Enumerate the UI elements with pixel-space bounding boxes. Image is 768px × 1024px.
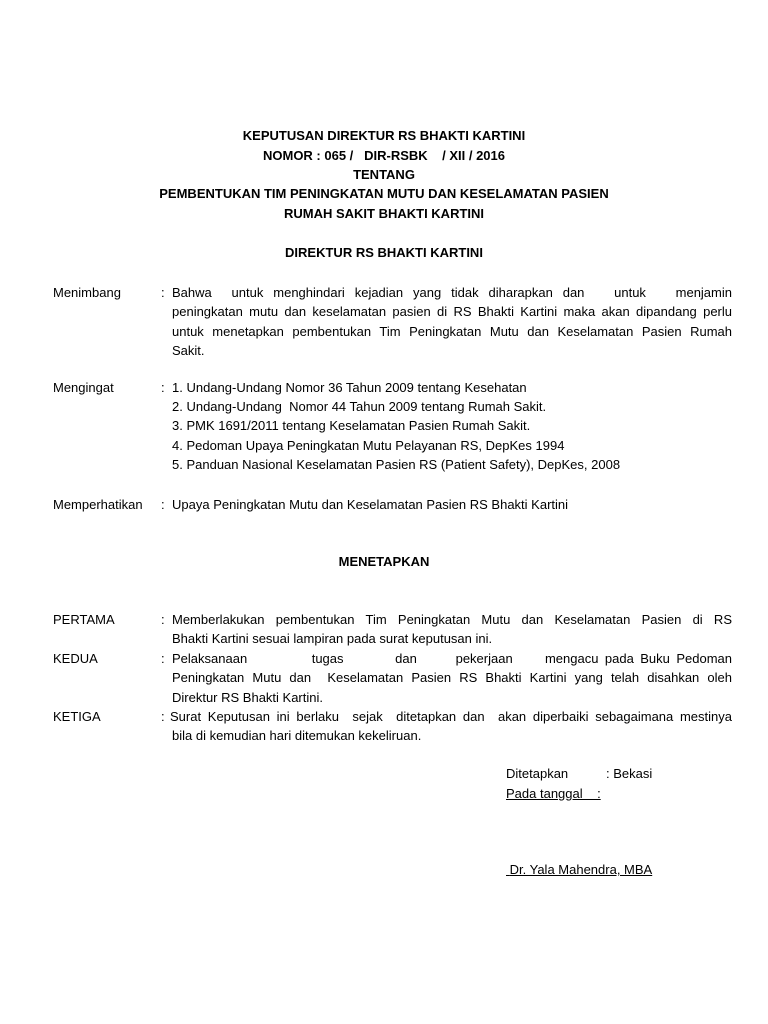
ketiga-line: bila di kemudian hari ditemukan kekeliruan. — [172, 728, 422, 743]
pertama-label: PERTAMA — [53, 612, 115, 627]
pertama-line: Bhakti Kartini sesuai lampiran pada surat keputusan ini. — [172, 631, 493, 646]
menimbang-colon: : — [161, 285, 165, 300]
about-label: TENTANG — [353, 167, 415, 182]
mengingat-item: 2. Undang-Undang Nomor 44 Tahun 2009 tentang Rumah Sakit. — [172, 399, 547, 414]
date-label: Pada tanggal : — [506, 786, 601, 801]
pertama-line: Memberlakukan pembentukan Tim Peningkatan Mutu dan Keselamatan Pasien di RS — [172, 612, 732, 627]
mengingat-item: 3. PMK 1691/2011 tentang Keselamatan Pasien Rumah Sakit. — [172, 418, 531, 433]
menimbang-line: Sakit. — [172, 343, 205, 358]
signer-name: Dr. Yala Mahendra, MBA — [509, 862, 653, 877]
memperhatikan-text: Upaya Peningkatan Mutu dan Keselamatan Pasien RS Bhakti Kartini — [172, 497, 569, 512]
mengingat-item: 4. Pedoman Upaya Peningkatan Mutu Pelayanan RS, DepKes 1994 — [172, 438, 565, 453]
kedua-line: Direktur RS Bhakti Kartini. — [172, 690, 323, 705]
subject-line-1: PEMBENTUKAN TIM PENINGKATAN MUTU DAN KESELAMATAN PASIEN — [159, 186, 609, 201]
ketiga-line: Surat Keputusan ini berlaku sejak ditetapkan dan akan diperbaiki sebagaimana mestinya — [170, 709, 732, 724]
decree-number: NOMOR : 065 / DIR-RSBK / XII / 2016 — [262, 148, 505, 163]
kedua-label: KEDUA — [53, 651, 98, 666]
mengingat-colon: : — [161, 380, 165, 395]
document-title: KEPUTUSAN DIREKTUR RS BHAKTI KARTINI — [242, 128, 526, 143]
mengingat-item: 1. Undang-Undang Nomor 36 Tahun 2009 tentang Kesehatan — [172, 380, 527, 395]
memperhatikan-colon: : — [161, 497, 165, 512]
ketiga-colon: : — [161, 709, 165, 724]
place-label: Ditetapkan — [506, 766, 569, 781]
pertama-colon: : — [161, 612, 165, 627]
place-value: : Bekasi — [606, 766, 653, 781]
kedua-line: Pelaksanaan tugas dan pekerjaan mengacu pada Buku Pedoman — [172, 651, 732, 666]
menetapkan-heading: MENETAPKAN — [338, 554, 430, 569]
memperhatikan-label: Memperhatikan — [53, 497, 143, 512]
kedua-colon: : — [161, 651, 165, 666]
menimbang-label: Menimbang — [53, 285, 121, 300]
menimbang-line: untuk menetapkan pembentukan Tim Peningkatan Mutu dan Keselamatan Pasien Rumah — [172, 324, 732, 339]
mengingat-item: 5. Panduan Nasional Keselamatan Pasien RS (Patient Safety), DepKes, 2008 — [172, 457, 621, 472]
kedua-line: Peningkatan Mutu dan Keselamatan Pasien RS Bhakti Kartini yang telah disahkan oleh — [172, 670, 732, 685]
menimbang-line: Bahwa untuk menghindari kejadian yang tidak diharapkan dan untuk menjamin — [172, 285, 732, 300]
menimbang-line: peningkatan mutu dan keselamatan pasien di RS Bhakti Kartini maka akan dipandang perlu — [172, 304, 732, 319]
mengingat-label: Mengingat — [53, 380, 114, 395]
subject-line-2: RUMAH SAKIT BHAKTI KARTINI — [283, 206, 485, 221]
ketiga-label: KETIGA — [53, 709, 101, 724]
issuer-heading: DIREKTUR RS BHAKTI KARTINI — [285, 245, 483, 260]
